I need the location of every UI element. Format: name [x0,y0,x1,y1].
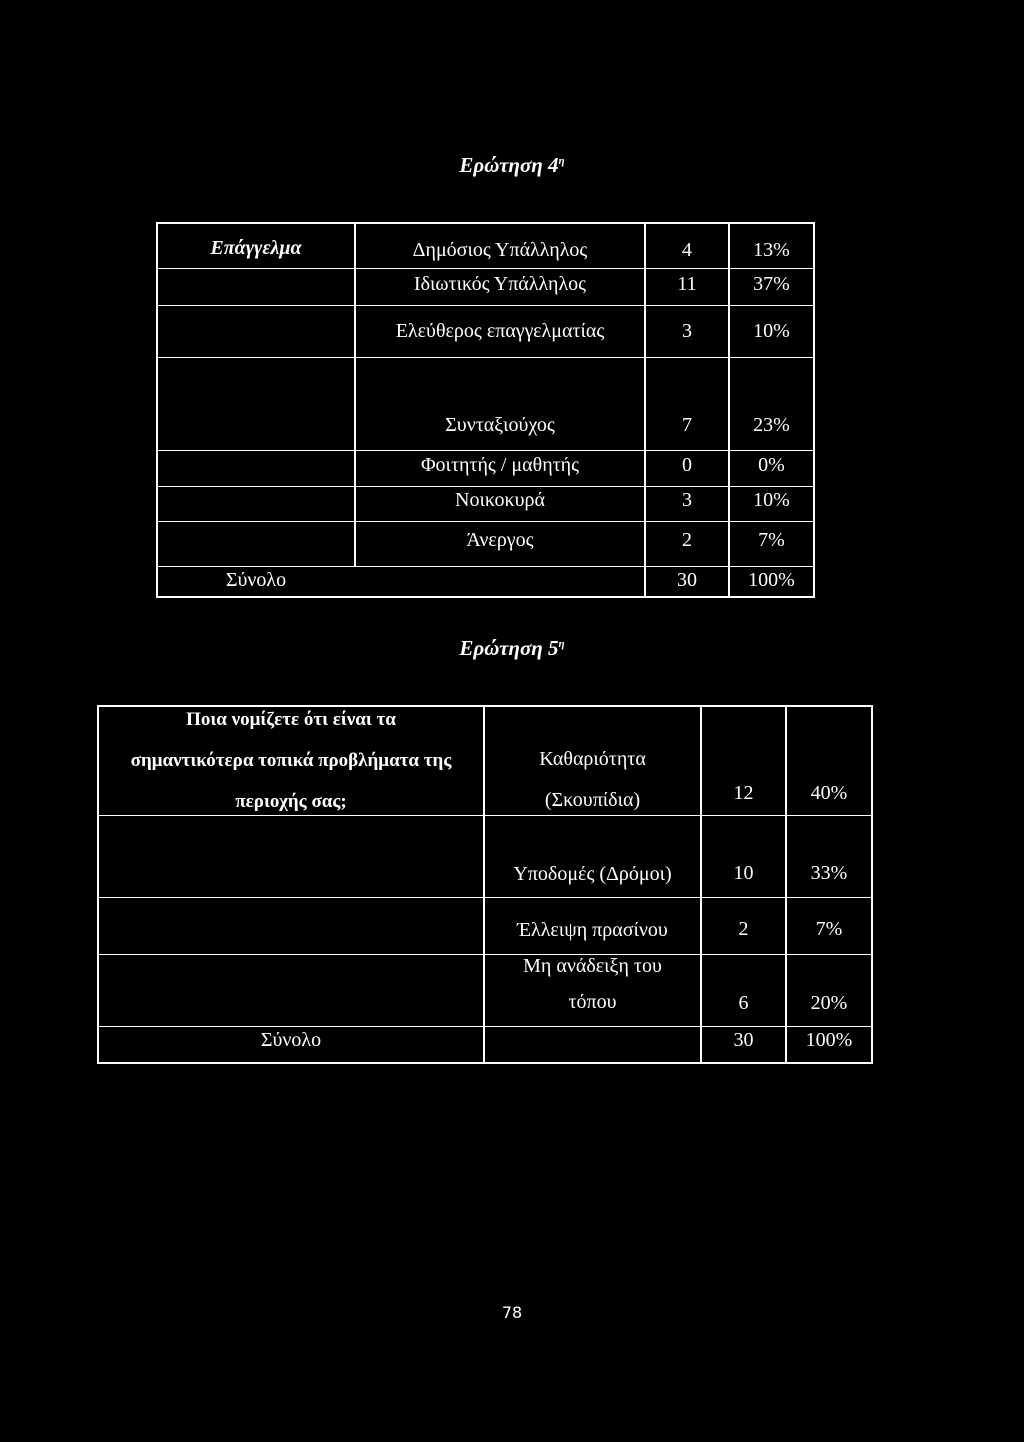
q4-row-pct: 10% [753,320,790,342]
q4-row-count: 11 [677,273,697,295]
q5-row-category [485,739,700,821]
q5-question-line: Ποια νομίζετε ότι είναι τα [186,709,396,730]
q5-question-line: σημαντικότερα τοπικά προβλήματα της [130,750,452,771]
q5-row-count: 10 [733,862,754,884]
q5-row-category-line: Καθαριότητα [539,748,646,770]
q5-row-pct: 7% [815,918,843,940]
q5-heading [0,636,1024,661]
q5-row-pct: 40% [810,782,848,804]
q4-row-pct: 13% [753,239,790,261]
q5-row-category [485,948,700,1020]
q5-row-category-line: Μη ανάδειξη του [523,955,662,977]
q5-row-category-line: τόπου [568,991,617,1013]
q4-border-bottom [156,596,815,598]
q5-title: Ερώτηση 5 [459,636,559,660]
q4-row-count: 2 [682,529,692,551]
q4-row-pct: 23% [753,414,790,436]
q4-row-category: Νοικοκυρά [455,489,545,511]
q5-question [99,699,483,822]
q4-heading [0,153,1024,178]
q4-row-pct: 10% [753,489,790,511]
q5-row-divider [97,897,873,898]
q5-row-divider [97,1026,873,1027]
q4-row-divider [156,486,815,487]
q4-row-divider [156,357,815,358]
q4-row-category: Άνεργος [466,529,534,551]
q4-row-count: 7 [682,414,692,436]
q4-row-divider [156,566,815,567]
q4-row-category: Συνταξιούχος [445,414,555,436]
q4-row-count: 3 [682,489,692,511]
q5-row-count: 12 [733,782,754,804]
q5-row-category [485,854,700,895]
q4-total-count: 30 [677,569,697,591]
q5-row-count: 6 [738,992,749,1014]
q5-total-pct: 100% [805,1029,853,1051]
q5-border-right [871,705,873,1064]
q4-row-category: Φοιτητής / μαθητής [420,454,580,476]
q4-row-divider [156,268,815,269]
q4-total-pct: 100% [748,569,795,591]
q4-total-label: Σύνολο [225,569,287,591]
q4-border-left [156,222,158,598]
q4-border-right [813,222,815,598]
q4-row-count: 0 [682,454,692,476]
q5-total-count: 30 [733,1029,754,1051]
q4-row-divider [156,521,815,522]
q4-border-top [156,222,815,224]
q5-row-category-line: (Σκουπίδια) [544,789,641,811]
q4-label: Επάγγελμα [210,237,302,259]
q5-border-bottom [97,1062,873,1064]
q4-row-category: Ιδιωτικός Υπάλληλος [413,273,587,295]
q4-title-sup: η [558,155,565,167]
q5-row-category [485,910,700,951]
q4-row-pct: 0% [758,454,785,476]
q5-row-pct: 33% [810,862,848,884]
page-number: 78 [501,1303,523,1322]
q4-row-category: Δημόσιος Υπάλληλος [412,239,588,261]
q4-row-count: 4 [682,239,692,261]
q4-row-category: Ελεύθερος επαγγελματίας [395,320,605,342]
q4-row-pct: 37% [753,273,790,295]
q4-row-divider [156,305,815,306]
q4-row-pct: 7% [758,529,785,551]
q5-total-label: Σύνολο [260,1029,322,1051]
q5-question-line: περιοχής σας; [235,791,347,812]
q5-title-sup: η [558,638,565,650]
q4-title: Ερώτηση 4 [459,153,559,177]
q5-row-category-line: Υποδομές (Δρόμοι) [513,863,672,885]
q5-row-count: 2 [738,918,749,940]
q5-row-category-line: Έλλειψη πρασίνου [517,919,668,941]
q5-row-pct: 20% [810,992,848,1014]
q4-row-divider [156,450,815,451]
q4-row-count: 3 [682,320,692,342]
